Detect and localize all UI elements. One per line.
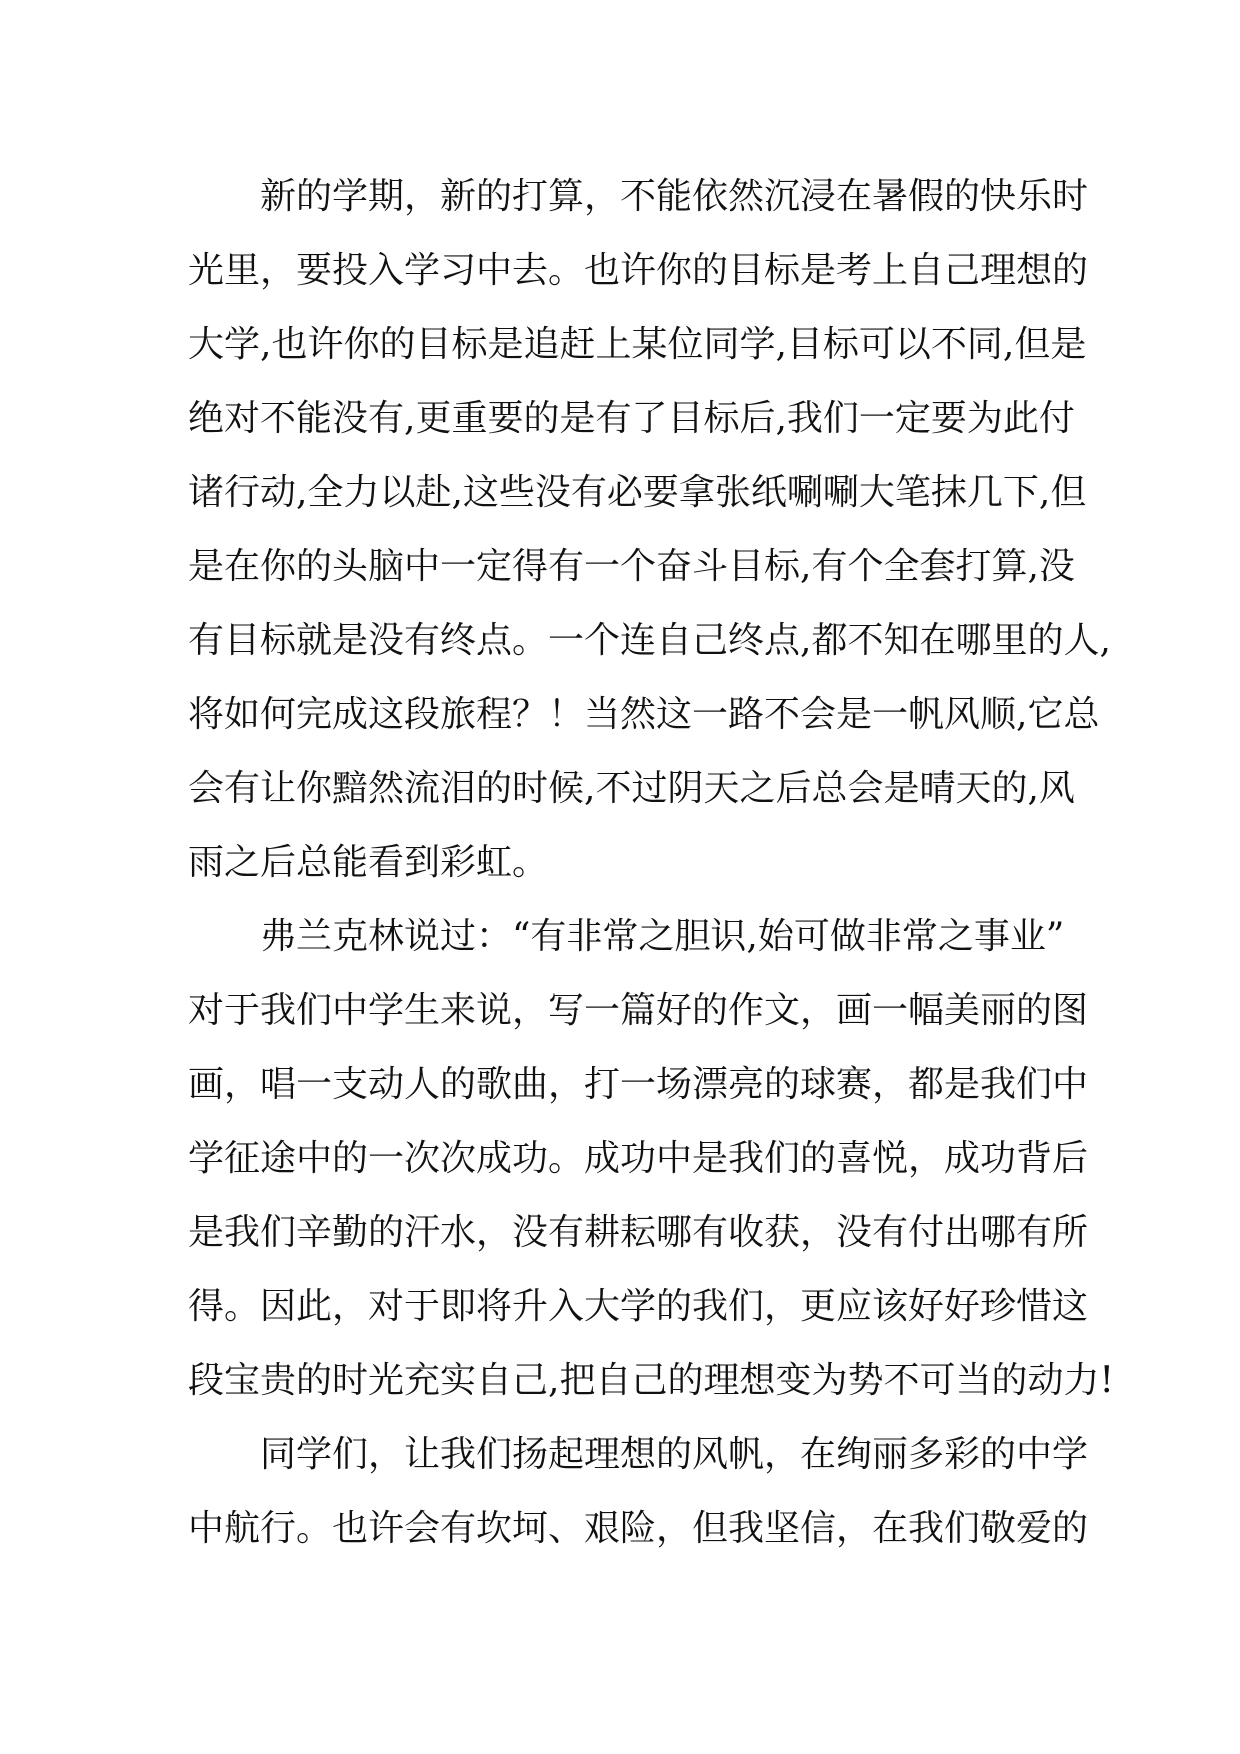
paragraph-1 — [188, 160, 1111, 900]
text-line: 是在你的头脑中一定得有一个奋斗目标,有个全套打算,没 — [188, 546, 1075, 587]
text-line: 光里，要投入学习中去。也许你的目标是考上自己理想的 — [188, 250, 1089, 291]
text-line: 段宝贵的时光充实自己,把自己的理想变为势不可当的动力! — [188, 1360, 1114, 1401]
text-line: 是我们辛勤的汗水，没有耕耘哪有收获，没有付出哪有所 — [188, 1212, 1089, 1253]
text-line: 绝对不能没有,更重要的是有了目标后,我们一定要为此付 — [188, 398, 1075, 439]
text-line: 将如何完成这段旅程？！当然这一路不会是一帆风顺,它总 — [188, 694, 1100, 735]
text-line: 对于我们中学生来说，写一篇好的作文，画一幅美丽的图 — [188, 990, 1089, 1031]
text-line: 新的学期，新的打算，不能依然沉浸在暑假的快乐时 — [260, 176, 1089, 217]
text-line: 有目标就是没有终点。一个连自己终点,都不知在哪里的人, — [188, 620, 1111, 661]
text-line: 诸行动,全力以赴,这些没有必要拿张纸唰唰大笔抹几下,但 — [188, 472, 1087, 513]
document-body — [188, 160, 1114, 1566]
text-line: 大学,也许你的目标是追赶上某位同学,目标可以不同,但是 — [188, 324, 1087, 365]
text-line: 雨之后总能看到彩虹。 — [188, 842, 549, 883]
text-line: 得。因此，对于即将升入大学的我们，更应该好好珍惜这 — [188, 1286, 1089, 1327]
text-line: 画，唱一支动人的歌曲，打一场漂亮的球赛，都是我们中 — [188, 1064, 1089, 1105]
text-line: 会有让你黯然流泪的时候,不过阴天之后总会是晴天的,风 — [188, 768, 1075, 809]
paragraph-3 — [188, 1418, 1089, 1566]
paragraph-2 — [188, 900, 1114, 1418]
text-line: 学征途中的一次次成功。成功中是我们的喜悦，成功背后 — [188, 1138, 1089, 1179]
text-line: 同学们，让我们扬起理想的风帆，在绚丽多彩的中学 — [260, 1434, 1089, 1475]
text-line: 弗兰克林说过：“有非常之胆识,始可做非常之事业” — [260, 916, 1065, 957]
text-line: 中航行。也许会有坎坷、艰险，但我坚信，在我们敬爱的 — [188, 1508, 1089, 1549]
